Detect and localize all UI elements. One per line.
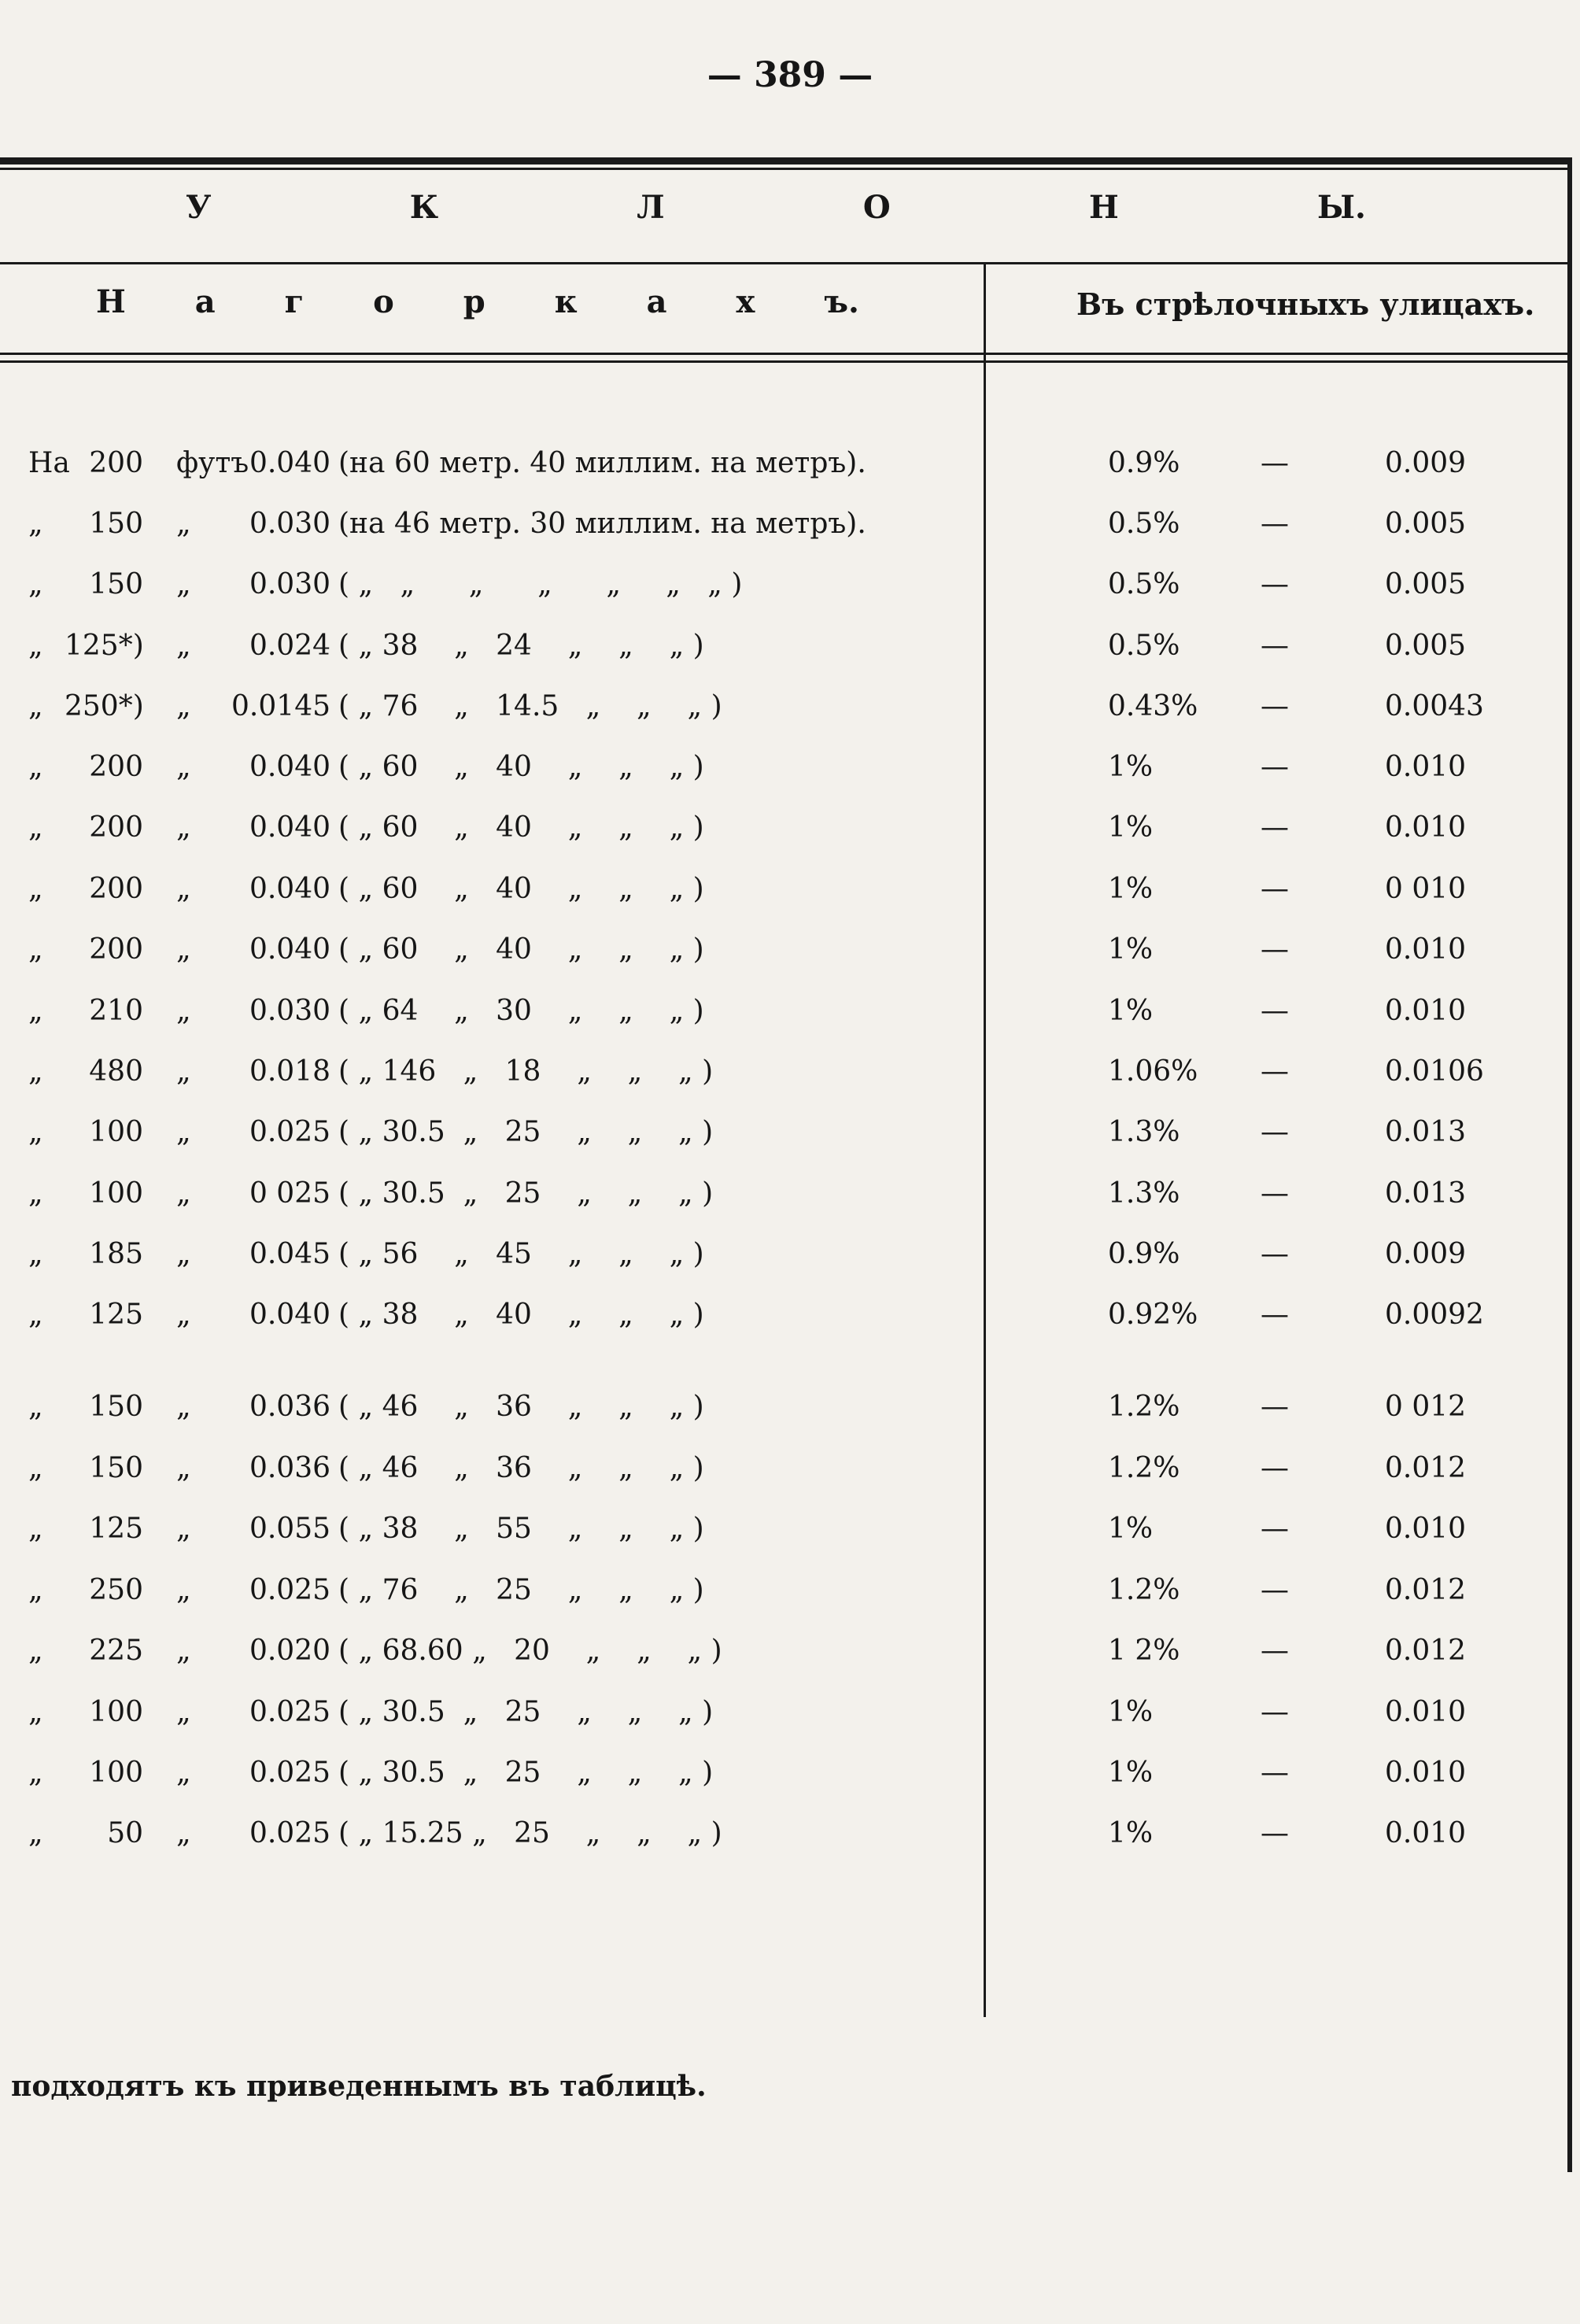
header-bottom-rule-2 [0,360,1567,363]
cell-q: „ [28,1238,43,1270]
cell-num: 100 [89,1177,143,1210]
cell-mid: ( „ 56 „ 45 „ „ „ ) [338,1238,704,1270]
cell-val: 0.0106 [1385,1055,1484,1088]
cell-q: „ [28,1299,43,1331]
cell-dec: 0.018 [249,1055,330,1088]
cell-mid: ( „ 38 „ 24 „ „ „ ) [338,630,704,662]
cell-val: 0.010 [1385,995,1467,1027]
cell-pct: 1.3% [1108,1116,1180,1148]
cell-pct: 1% [1108,873,1154,905]
cell-dash: — [1261,1116,1289,1148]
table-row [0,1817,1580,1864]
header-letter: К [409,189,439,226]
cell-num: 480 [89,1055,143,1088]
cell-dash: — [1261,1238,1289,1270]
cell-q2: „ [176,1238,191,1270]
cell-q2: „ [176,1696,191,1728]
cell-dash: — [1261,811,1289,844]
table-row [0,1513,1580,1560]
cell-mid: ( „ 146 „ 18 „ „ „ ) [338,1055,714,1088]
cell-q2: „ [176,1177,191,1210]
cell-dec: 0.040 [249,447,330,479]
header-letter: Л [637,189,665,226]
cell-dash: — [1261,1055,1289,1088]
cell-val: 0.010 [1385,933,1467,966]
table-row [0,1177,1580,1225]
cell-num: 200 [89,447,143,479]
table-row [0,1238,1580,1285]
cell-val: 0.010 [1385,1817,1467,1849]
table-row [0,1635,1580,1682]
cell-q2: „ [176,630,191,662]
header-letter: У [186,189,212,226]
cell-q2: „ [176,568,191,600]
cell-dash: — [1261,1817,1289,1849]
cell-val: 0.010 [1385,811,1467,844]
cell-pct: 1.2% [1108,1452,1180,1484]
cell-dec: 0.025 [249,1574,330,1606]
cell-val: 0.010 [1385,1757,1467,1789]
cell-q: „ [28,873,43,905]
cell-dec: 0.040 [249,811,330,844]
cell-num: 200 [89,811,143,844]
cell-num: 125 [89,1299,143,1331]
cell-mid: ( „ 60 „ 40 „ „ „ ) [338,811,704,844]
cell-mid: ( „ 30.5 „ 25 „ „ „ ) [338,1116,714,1148]
cell-q: „ [28,1452,43,1484]
top-rule-thin [0,168,1567,170]
cell-q2: „ [176,811,191,844]
cell-mid: ( „ 38 „ 55 „ „ „ ) [338,1513,704,1545]
header-letter: к [554,283,578,320]
cell-num: 125 [89,1513,143,1545]
cell-val: 0.009 [1385,1238,1467,1270]
cell-dash: — [1261,1696,1289,1728]
cell-mid: ( „ 60 „ 40 „ „ „ ) [338,933,704,966]
header-bottom-rule-1 [0,353,1567,355]
table-row [0,508,1580,555]
cell-mid: ( „ 76 „ 25 „ „ „ ) [338,1574,704,1606]
cell-pct: 1% [1108,1817,1154,1849]
cell-dec: 0.040 [249,873,330,905]
cell-q: „ [28,1574,43,1606]
cell-pct: 0.43% [1108,690,1198,722]
cell-mid: (на 60 метр. 40 миллим. на метръ). [338,447,866,479]
cell-q: „ [28,1116,43,1148]
cell-pct: 0.9% [1108,1238,1180,1270]
cell-dec: 0.040 [249,1299,330,1331]
cell-dec: 0.030 [249,995,330,1027]
header-divider [0,262,1567,264]
cell-q2: „ [176,1635,191,1667]
cell-dec: 0.040 [249,933,330,966]
left-column-header [96,283,859,320]
cell-dec: 0.030 [249,568,330,600]
cell-pct: 0.9% [1108,447,1180,479]
cell-dash: — [1261,1757,1289,1789]
cell-dash: — [1261,1391,1289,1423]
cell-q: „ [28,1757,43,1789]
cell-dec: 0.045 [249,1238,330,1270]
cell-q2: „ [176,1391,191,1423]
cell-dash: — [1261,690,1289,722]
cell-mid: ( „ 64 „ 30 „ „ „ ) [338,995,704,1027]
cell-q2: „ [176,1513,191,1545]
cell-mid: ( „ „ „ „ „ „ „ ) [338,568,743,600]
cell-num: 100 [89,1116,143,1148]
cell-mid: ( „ 68.60 „ 20 „ „ „ ) [338,1635,722,1667]
cell-val: 0 012 [1385,1391,1467,1423]
cell-pct: 1% [1108,995,1154,1027]
cell-q: „ [28,1635,43,1667]
table-row [0,1116,1580,1163]
cell-pct: 1.06% [1108,1055,1198,1088]
cell-q2: футъ [176,447,249,479]
table-row [0,751,1580,798]
cell-q: „ [28,1817,43,1849]
cell-dec: 0.025 [249,1116,330,1148]
cell-q: „ [28,508,43,540]
cell-dash: — [1261,508,1289,540]
cell-dash: — [1261,873,1289,905]
cell-dash: — [1261,568,1289,600]
cell-val: 0.0092 [1385,1299,1484,1331]
cell-val: 0.013 [1385,1116,1467,1148]
table-row [0,1757,1580,1804]
cell-num: 225 [89,1635,143,1667]
cell-num: 185 [89,1238,143,1270]
cell-pct: 1% [1108,933,1154,966]
cell-dec: 0.055 [249,1513,330,1545]
cell-val: 0.005 [1385,568,1467,600]
cell-dec: 0.025 [249,1817,330,1849]
cell-q2: „ [176,1757,191,1789]
cell-num: 100 [89,1696,143,1728]
table-row [0,568,1580,615]
cell-pct: 1% [1108,811,1154,844]
cell-dash: — [1261,1299,1289,1331]
cell-q: „ [28,1696,43,1728]
cell-q2: „ [176,873,191,905]
cell-mid: ( „ 38 „ 40 „ „ „ ) [338,1299,704,1331]
cell-val: 0.012 [1385,1574,1467,1606]
cell-val: 0.009 [1385,447,1467,479]
table-row [0,811,1580,859]
cell-dec: 0.025 [249,1757,330,1789]
cell-dash: — [1261,751,1289,783]
cell-num: 150 [89,1452,143,1484]
cell-dash: — [1261,630,1289,662]
header-letter: р [463,283,485,320]
top-rule-thick [0,157,1567,164]
cell-q: „ [28,933,43,966]
cell-val: 0 010 [1385,873,1467,905]
header-letter: х [736,283,755,320]
table-row [0,995,1580,1042]
cell-q2: „ [176,933,191,966]
cell-q: „ [28,1513,43,1545]
header-letter: о [373,283,394,320]
right-column-header: Въ стрѣлочныхъ улицахъ. [1076,286,1535,322]
cell-num: 250*) [65,690,144,722]
cell-mid: ( „ 30.5 „ 25 „ „ „ ) [338,1757,714,1789]
cell-q2: „ [176,1055,191,1088]
cell-val: 0.010 [1385,1513,1467,1545]
table-row [0,630,1580,677]
cell-dec: 0.0145 [231,690,330,722]
header-letter: ъ. [824,283,859,320]
cell-num: 250 [89,1574,143,1606]
header-letter: а [646,283,667,320]
table-row [0,1299,1580,1346]
table-row [0,1574,1580,1621]
table-row [0,1055,1580,1103]
page-number: — 389 — [707,55,873,95]
header-letter: а [194,283,216,320]
cell-mid: ( „ 30.5 „ 25 „ „ „ ) [338,1177,714,1210]
cell-q: „ [28,630,43,662]
cell-q2: „ [176,690,191,722]
cell-pct: 0.92% [1108,1299,1198,1331]
cell-val: 0.010 [1385,1696,1467,1728]
cell-num: 100 [89,1757,143,1789]
header-letter: г [284,283,305,320]
cell-q2: „ [176,751,191,783]
header-letter: Н [1088,189,1119,226]
cell-pct: 0.5% [1108,568,1180,600]
cell-dash: — [1261,995,1289,1027]
cell-dash: — [1261,1635,1289,1667]
table-title [186,189,1366,226]
cell-dec: 0.040 [249,751,330,783]
cell-q2: „ [176,1817,191,1849]
cell-num: 150 [89,508,143,540]
cell-val: 0.013 [1385,1177,1467,1210]
footer-text: подходятъ къ приведеннымъ въ таблицѣ. [11,2070,707,2103]
cell-dec: 0.036 [249,1452,330,1484]
cell-mid: ( „ 30.5 „ 25 „ „ „ ) [338,1696,714,1728]
cell-mid: ( „ 46 „ 36 „ „ „ ) [338,1391,704,1423]
cell-dash: — [1261,1177,1289,1210]
cell-pct: 1% [1108,751,1154,783]
cell-q2: „ [176,1116,191,1148]
cell-q2: „ [176,1299,191,1331]
table-row [0,1391,1580,1438]
cell-q: „ [28,1391,43,1423]
cell-val: 0.012 [1385,1635,1467,1667]
cell-val: 0.010 [1385,751,1467,783]
cell-val: 0.005 [1385,508,1467,540]
table-row [0,1452,1580,1499]
cell-q: „ [28,995,43,1027]
table-row [0,690,1580,737]
cell-pct: 0.5% [1108,630,1180,662]
cell-dash: — [1261,1513,1289,1545]
cell-pct: 1.2% [1108,1574,1180,1606]
cell-num: 125*) [65,630,144,662]
cell-mid: ( „ 76 „ 14.5 „ „ „ ) [338,690,722,722]
header-letter: О [862,189,891,226]
cell-pct: 1.3% [1108,1177,1180,1210]
cell-dash: — [1261,933,1289,966]
cell-dash: — [1261,1452,1289,1484]
cell-mid: ( „ 46 „ 36 „ „ „ ) [338,1452,704,1484]
cell-num: 50 [107,1817,143,1849]
cell-dec: 0.030 [249,508,330,540]
cell-dec: 0.020 [249,1635,330,1667]
cell-num: 200 [89,933,143,966]
cell-num: 210 [89,995,143,1027]
cell-val: 0.012 [1385,1452,1467,1484]
cell-q: „ [28,1177,43,1210]
cell-q: „ [28,811,43,844]
cell-dash: — [1261,447,1289,479]
cell-num: 150 [89,1391,143,1423]
cell-dec: 0.025 [249,1696,330,1728]
cell-pct: 1% [1108,1757,1154,1789]
cell-q: „ [28,690,43,722]
cell-num: 200 [89,873,143,905]
cell-pct: 1 2% [1108,1635,1180,1667]
cell-dec: 0.024 [249,630,330,662]
cell-mid: ( „ 15.25 „ 25 „ „ „ ) [338,1817,722,1849]
cell-num: 200 [89,751,143,783]
header-letter: Ы. [1316,189,1366,226]
cell-q: На [28,447,70,479]
cell-pct: 0.5% [1108,508,1180,540]
cell-q: „ [28,751,43,783]
cell-dash: — [1261,1574,1289,1606]
header-letter: Н [96,283,126,320]
cell-q2: „ [176,1574,191,1606]
cell-mid: ( „ 60 „ 40 „ „ „ ) [338,873,704,905]
cell-q: „ [28,568,43,600]
cell-q2: „ [176,1452,191,1484]
cell-pct: 1% [1108,1696,1154,1728]
cell-val: 0.005 [1385,630,1467,662]
table-row [0,447,1580,494]
table-row [0,933,1580,981]
cell-pct: 1% [1108,1513,1154,1545]
cell-val: 0.0043 [1385,690,1484,722]
cell-q2: „ [176,995,191,1027]
table-row [0,1696,1580,1743]
cell-num: 150 [89,568,143,600]
cell-q: „ [28,1055,43,1088]
cell-dec: 0 025 [249,1177,330,1210]
cell-q2: „ [176,508,191,540]
cell-mid: ( „ 60 „ 40 „ „ „ ) [338,751,704,783]
cell-mid: (на 46 метр. 30 миллим. на метръ). [338,508,866,540]
cell-pct: 1.2% [1108,1391,1180,1423]
cell-dec: 0.036 [249,1391,330,1423]
table-row [0,873,1580,920]
